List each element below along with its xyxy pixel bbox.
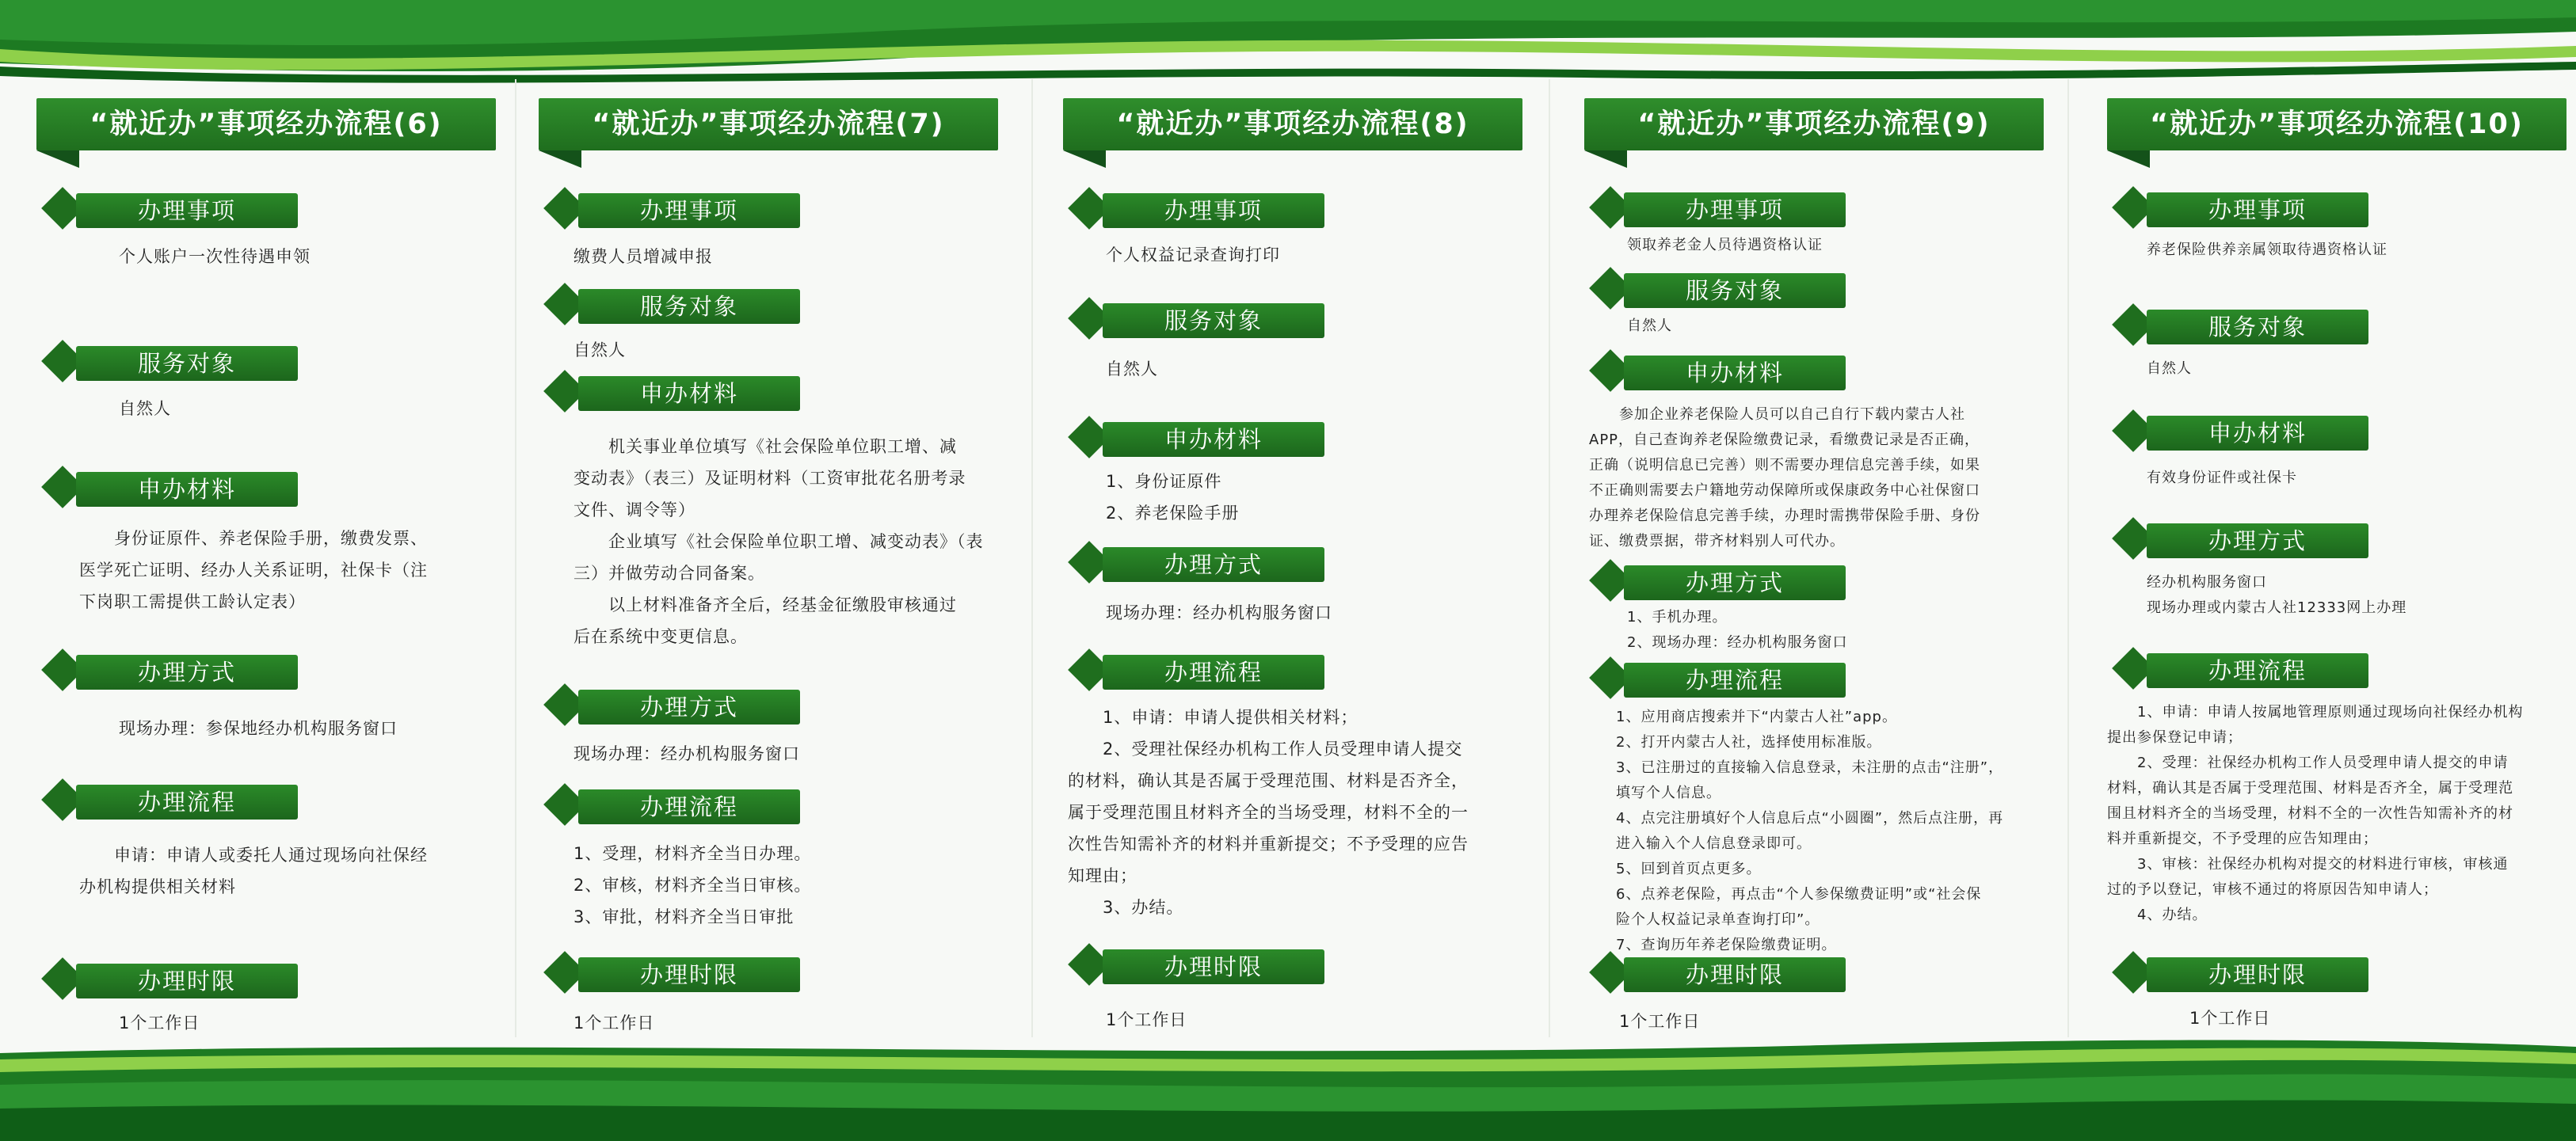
item-text: 缴费人员增减申报 [574, 247, 713, 266]
panel-title: “就近办”事项经办流程(8) [1116, 108, 1469, 140]
time-limit-text: 1个工作日 [1619, 1012, 1701, 1031]
section-heading: 办理时限 [639, 961, 738, 988]
section-heading: 办理方式 [1164, 551, 1263, 578]
item-text: 个人权益记录查询打印 [1106, 245, 1280, 264]
section-header-item [1595, 185, 1857, 230]
section-heading: 办理方式 [137, 659, 236, 686]
section-heading: 办理事项 [2208, 196, 2307, 223]
section-header-materials [1074, 415, 1336, 459]
target-text: 自然人 [574, 340, 626, 359]
panel-title-banner [36, 98, 496, 165]
procedure-panel-6 [5, 0, 520, 1141]
section-heading: 办理事项 [1164, 197, 1263, 224]
section-heading: 服务对象 [2208, 314, 2307, 340]
section-heading: 办理时限 [1164, 953, 1263, 980]
section-heading: 申办材料 [1685, 359, 1784, 386]
section-header-time-limit [2118, 950, 2380, 995]
section-heading: 办理方式 [1685, 569, 1784, 596]
section-heading: 办理时限 [1685, 961, 1784, 988]
section-header-item [550, 186, 811, 230]
section-heading: 服务对象 [1164, 307, 1263, 334]
target-text: 自然人 [2147, 360, 2192, 377]
materials-text: 1、身份证原件 2、养老保险手册 [1106, 472, 1240, 523]
section-heading: 申办材料 [1164, 426, 1263, 453]
section-header-process [48, 778, 309, 822]
panel-title: “就近办”事项经办流程(10) [2150, 108, 2524, 140]
fold-line [2067, 79, 2069, 1037]
section-heading: 办理事项 [1685, 196, 1784, 223]
section-header-target [1074, 296, 1336, 340]
item-text: 个人账户一次性待遇申领 [119, 247, 311, 266]
section-header-target [2118, 302, 2380, 347]
item-text: 养老保险供养亲属领取待遇资格认证 [2147, 242, 2387, 258]
procedure-panel-7 [507, 0, 1022, 1141]
target-text: 自然人 [1627, 318, 1672, 334]
section-header-materials [2118, 409, 2380, 453]
section-header-item [2118, 185, 2380, 230]
materials-text: 有效身份证件或社保卡 [2147, 470, 2297, 486]
target-text: 自然人 [119, 399, 171, 418]
section-header-item [1074, 186, 1336, 230]
section-heading: 服务对象 [639, 293, 738, 320]
method-text: 经办机构服务窗口 现场办理或内蒙古人社12333网上办理 [2147, 574, 2407, 616]
section-heading: 办理事项 [137, 197, 236, 224]
target-text: 自然人 [1106, 359, 1158, 378]
section-header-time-limit [1074, 942, 1336, 987]
materials-text: 参加企业养老保险人员可以自己自行下载内蒙古人社 APP，自己查询养老保险缴费记录，看缴费记录是否正确， 正确（说明信息已完善）则不需要办理信息完善手续，如果 不正确则需要去户籍地劳动保障所或保康政务中心社保窗口 办理养老保险信息完善手续，办理时需携带保险手册、身份 证、缴费票据，带齐材料别人可代办。 [1589, 406, 1980, 550]
section-header-method [48, 648, 309, 692]
panel-title-banner [539, 98, 998, 165]
section-heading: 服务对象 [137, 350, 236, 377]
section-header-target [48, 339, 309, 383]
section-heading: 办理流程 [1164, 659, 1263, 686]
section-heading: 申办材料 [2208, 420, 2307, 447]
section-header-materials [48, 465, 309, 509]
section-header-process [1074, 648, 1336, 692]
section-heading: 申办材料 [639, 380, 738, 407]
method-text: 现场办理：经办机构服务窗口 [574, 744, 800, 763]
process-text: 1、应用商店搜索并下“内蒙古人社”app。 2、打开内蒙古人社，选择使用标准版。 3、已注册过的直接输入信息登录，未注册的点击“注册”， 填写个人信息。 4、点完注册填好个人信息后点“小圆圈”，然后点注册，再 进入输入个人信息登录即可。 5、回到首页点更多。 6、点养老保险，再点击“个人参保缴费证明”或“社会保 险个人权益记录单查询打印”。 7、查询历年养老保险缴费证明。 [1616, 709, 2004, 953]
panel-title-banner [1063, 98, 1522, 165]
process-text: 1、申请：申请人按属地管理原则通过现场向社保经办机构 提出参保登记申请； 2、受理：社保经办机构工作人员受理申请人提交的申请 材料，确认其是否属于受理范围、材料是否齐全，属于受理范 围且材料齐全的当场受理，材料不全的一次性告知需补齐的材 料并重新提交，不予受理的应告知理由； 3、审核：社保经办机构对提交的材料进行审核，审核通 过的予以登记，审核不通过的将原因告知申请人； 4、办结。 [2107, 704, 2524, 923]
section-header-method [550, 683, 811, 727]
section-heading: 办理时限 [2208, 961, 2307, 988]
panel-title: “就近办”事项经办流程(6) [90, 108, 443, 140]
section-heading: 服务对象 [1685, 277, 1784, 304]
section-header-method [2118, 516, 2380, 561]
time-limit-text: 1个工作日 [119, 1014, 200, 1033]
panel-title: “就近办”事项经办流程(9) [1637, 108, 1991, 140]
process-text: 申请：申请人或委托人通过现场向社保经 办机构提供相关材料 [79, 846, 428, 896]
section-heading: 申办材料 [137, 476, 236, 503]
section-header-process [1595, 656, 1857, 700]
section-heading: 办理流程 [137, 789, 236, 816]
method-text: 现场办理：参保地经办机构服务窗口 [119, 719, 398, 738]
materials-text: 机关事业单位填写《社会保险单位职工增、减 变动表》（表三）及证明材料（工资审批花名册考录 文件、调令等） 企业填写《社会保险单位职工增、减变动表》（表 三）并做劳动合同备案。 以上材料准备齐全后，经基金征缴股审核通过 后在系统中变更信息。 [574, 437, 984, 646]
section-header-item [48, 186, 309, 230]
procedure-panel-9 [1553, 0, 2067, 1141]
panel-title-banner [1584, 98, 2044, 165]
time-limit-text: 1个工作日 [1106, 1010, 1187, 1029]
section-header-time-limit [48, 957, 309, 1001]
panel-title: “就近办”事项经办流程(7) [592, 108, 945, 140]
section-header-target [1595, 266, 1857, 310]
section-heading: 办理事项 [639, 197, 738, 224]
section-header-method [1595, 558, 1857, 603]
section-heading: 办理方式 [639, 694, 738, 721]
procedure-panel-10 [2075, 0, 2576, 1141]
time-limit-text: 1个工作日 [574, 1014, 655, 1033]
fold-line [1549, 79, 1550, 1037]
section-header-time-limit [1595, 950, 1857, 995]
time-limit-text: 1个工作日 [2189, 1009, 2271, 1028]
section-header-time-limit [550, 950, 811, 995]
section-header-materials [1595, 348, 1857, 393]
section-header-method [1074, 540, 1336, 584]
section-heading: 办理流程 [639, 793, 738, 820]
section-header-materials [550, 369, 811, 413]
section-heading: 办理方式 [2208, 527, 2307, 554]
materials-text: 身份证原件、养老保险手册，缴费发票、 医学死亡证明、经办人关系证明，社保卡（注 下岗职工需提供工龄认定表） [79, 529, 428, 611]
method-text: 1、手机办理。 2、现场办理：经办机构服务窗口 [1627, 609, 1848, 651]
section-header-target [550, 282, 811, 326]
process-text: 1、受理，材料齐全当日办理。 2、审核，材料齐全当日审核。 3、审批，材料齐全当日审批 [574, 844, 812, 926]
panel-title-banner [2107, 98, 2566, 165]
method-text: 现场办理：经办机构服务窗口 [1106, 603, 1332, 622]
section-heading: 办理流程 [2208, 657, 2307, 684]
section-header-process [2118, 646, 2380, 690]
section-header-process [550, 782, 811, 827]
section-heading: 办理时限 [137, 968, 236, 995]
procedure-panel-8 [1031, 0, 1546, 1141]
process-text: 1、申请：申请人提供相关材料； 2、受理社保经办机构工作人员受理申请人提交 的材料，确认其是否属于受理范围、材料是否齐全， 属于受理范围且材料齐全的当场受理，材料不全的一 次性告知需补齐的材料并重新提交；不予受理的应告 知理由； 3、办结。 [1068, 708, 1469, 917]
section-heading: 办理流程 [1685, 667, 1784, 694]
item-text: 领取养老金人员待遇资格认证 [1627, 237, 1823, 253]
